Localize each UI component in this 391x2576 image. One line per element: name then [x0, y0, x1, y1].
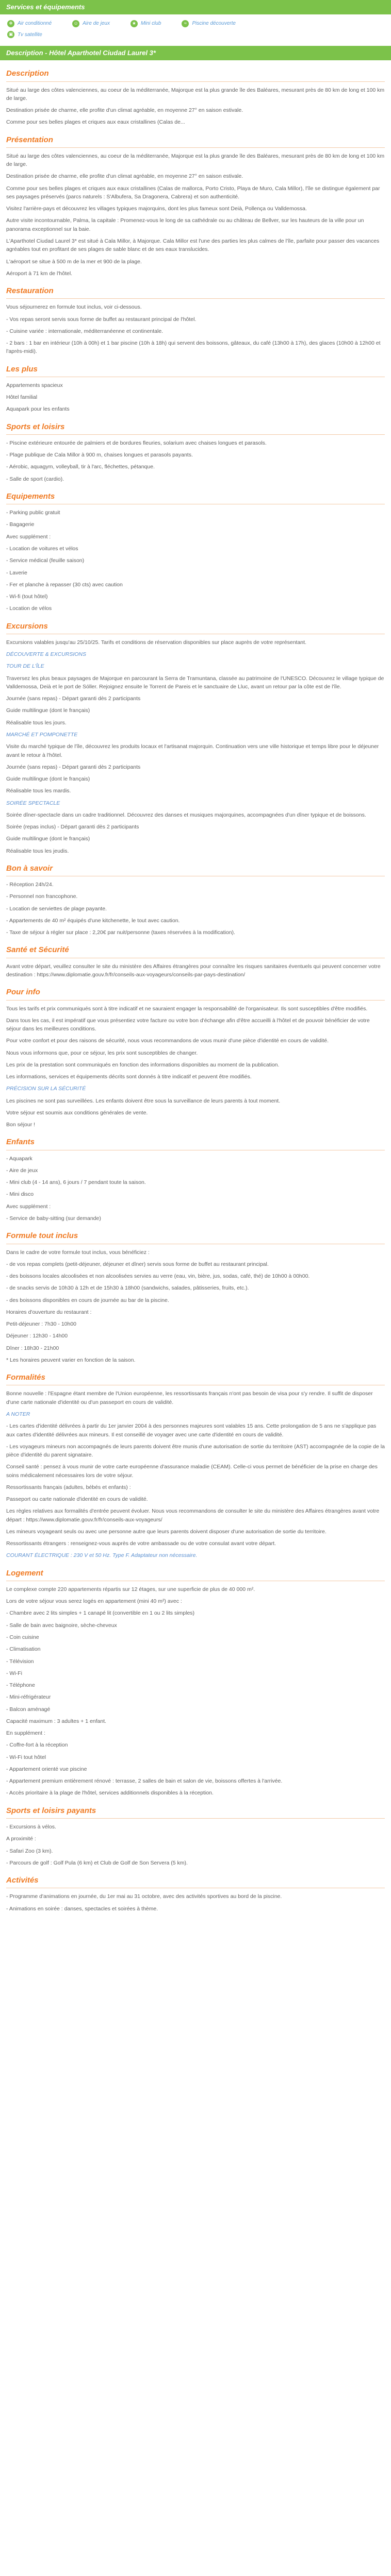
section-paragraph: - Balcon aménagé: [6, 1706, 51, 1713]
section-paragraph: Hôtel familial: [6, 394, 38, 401]
section-heading: Logement: [6, 1567, 385, 1581]
section-block: [6, 421, 385, 483]
section-paragraph: - Aire de jeux: [6, 1167, 38, 1174]
section-paragraph: Le complexe compte 220 appartements répartis sur 12 étages, sur une superficie de plus de 40 000 m².: [6, 1586, 255, 1592]
section-paragraph: - 2 bars : 1 bar en intérieur (10h à 00h) et 1 bar piscine (10h à 18h) qui servent des boissons, gâteaux, du café (13h00 à 17h), des glaces (10h00 à 12h00 et l'après-midi).: [6, 340, 381, 355]
section-paragraph: - Mini-réfrigérateur: [6, 1694, 51, 1701]
section-heading: Equipements: [6, 490, 385, 504]
section-paragraph: - des boissons disponibles en cours de journée au bar de la piscine.: [6, 1297, 169, 1303]
section-paragraph: Déjeuner : 12h30 - 14h00: [6, 1333, 68, 1340]
section-paragraph: - Animations en soirée : danses, spectacles et soirées à thème.: [6, 1905, 158, 1912]
section-paragraph: - Wi-Fi: [6, 1670, 22, 1676]
section-paragraph: Traversez les plus beaux paysages de Majorque en parcourant la Serra de Tramuntana, classée au patrimoine de l'UNESCO. Découvrez le village typique de Valldemossa, Deià et le port de Sóller. Rejoignez ensuite le Torrent de Pareis et le sanctuaire de Lluc, avant un retour par la côte est de l'île.: [6, 675, 384, 690]
section-paragraph: - Réception 24h/24.: [6, 882, 54, 888]
section-heading: Restauration: [6, 285, 385, 299]
section-heading: Santé et Sécurité: [6, 944, 385, 958]
section-paragraph: Les mineurs voyageant seuls ou avec une personne autre que leurs parents doivent disposer d'une autorisation de sortie du territoire.: [6, 1528, 327, 1535]
mini-club-icon: ★: [131, 20, 138, 27]
section-heading: Excursions: [6, 620, 385, 634]
section-paragraph: Tous les tarifs et prix communiqués sont à titre indicatif et ne sauraient engager la responsabilité de l'organisateur. Ils sont susceptibles d'être modifiés.: [6, 1005, 368, 1012]
section-heading: Pour info: [6, 986, 385, 1000]
section-paragraph: L'aéroport se situe à 500 m de la mer et 900 de la plage.: [6, 258, 142, 265]
amenities-grid: [0, 14, 391, 46]
section-paragraph: - Fer et planche à repasser (30 cts) avec caution: [6, 581, 123, 588]
section-block: [6, 862, 385, 937]
section-paragraph: - Parking public gratuit: [6, 510, 60, 516]
amenity-label: Air conditionné: [18, 21, 52, 27]
section-paragraph: - Coin cuisine: [6, 1634, 39, 1640]
section-paragraph: Lors de votre séjour vous serez logés en appartement (mini 40 m²) avec :: [6, 1598, 182, 1605]
section-heading: Formalités: [6, 1371, 385, 1385]
section-paragraph: Votre séjour est soumis aux conditions générales de vente.: [6, 1109, 148, 1116]
section-paragraph: PRÉCISION SUR LA SÉCURITÉ: [6, 1086, 86, 1092]
amenity-label: Mini club: [140, 21, 161, 27]
amenity-label: Piscine découverte: [192, 21, 236, 27]
section-paragraph: Aéroport à 71 km de l'hôtel.: [6, 270, 73, 277]
section-paragraph: Réalisable tous les jours.: [6, 719, 67, 726]
section-paragraph: A NOTER: [6, 1411, 30, 1417]
section-heading: Sports et loisirs: [6, 421, 385, 435]
section-heading: Enfants: [6, 1136, 385, 1150]
section-heading: Présentation: [6, 134, 385, 148]
section-paragraph: - Programme d'animations en journée, du 1er mai au 31 octobre, avec des activités sportives au bord de la piscine.: [6, 1893, 282, 1900]
section-heading: Les plus: [6, 363, 385, 377]
section-paragraph: - Service de baby-sitting (sur demande): [6, 1215, 101, 1222]
section-heading: Sports et loisirs payants: [6, 1805, 385, 1819]
amenity-item: [182, 20, 236, 28]
section-paragraph: - Télévision: [6, 1658, 34, 1665]
section-block: [6, 1874, 385, 1913]
section-block: [6, 1136, 385, 1223]
section-paragraph: - Les cartes d'identité délivrées à partir du 1er janvier 2004 à des personnes majeures sont valables 15 ans. Cette prolongation de 5 ans ne s'applique pas aux cartes d'identité délivrées aux mineurs. Il est conseillé de voyager avec une carte d'identité en cours de validité.: [6, 1423, 377, 1438]
amenity-item: [131, 20, 161, 28]
section-block: [6, 363, 385, 414]
section-paragraph: - Wi-fi (tout hôtel): [6, 594, 48, 600]
services-title-bar: Services et équipements: [0, 0, 391, 14]
section-paragraph: Aquapark pour les enfants: [6, 406, 70, 413]
section-paragraph: - Taxe de séjour à régler sur place : 2,20€ par nuit/personne (taxes réservées à la modification).: [6, 929, 235, 936]
section-block: [6, 1805, 385, 1867]
section-paragraph: - Aérobic, aquagym, volleyball, tir à l'arc, fléchettes, pétanque.: [6, 464, 155, 470]
section-paragraph: - Location de vélos: [6, 605, 52, 612]
section-paragraph: - Personnel non francophone.: [6, 893, 78, 900]
section-paragraph: Ressortissants français (adultes, bébés et enfants) :: [6, 1484, 131, 1490]
section-paragraph: - Climatisation: [6, 1646, 41, 1653]
section-heading: Activités: [6, 1874, 385, 1888]
amenity-item: [72, 20, 110, 28]
section-paragraph: Soirée (repas inclus) - Départ garanti dès 2 participants: [6, 824, 139, 831]
section-paragraph: Les règles relatives aux formalités d'entrée peuvent évoluer. Nous vous recommandons de consulter le site du ministère des Affaires étrangères avant votre départ : https://www.diplomatie.gouv.fr/fr/conseils-aux-voyageurs/: [6, 1508, 380, 1523]
section-paragraph: Visitez l'arrière-pays et découvrez les villages typiques majorquins, dont les plus fameux sont Deià, Pollença ou Valldemossa.: [6, 206, 307, 212]
section-paragraph: Comme pour ses belles plages et criques aux eaux cristallines (Calas de mallorca, Porto Cristo, Playa de Muro, Cala Millor), l'île se distingue également par ses paysages préservés (parcs naturels : S'Albufera, Sa Dragonera, Cabrera) et son authenticité.: [6, 185, 380, 200]
section-block: [6, 620, 385, 855]
section-paragraph: - Wi-Fi tout hôtel: [6, 1754, 46, 1760]
section-paragraph: Capacité maximum : 3 adultes + 1 enfant.: [6, 1718, 107, 1724]
section-paragraph: Journée (sans repas) - Départ garanti dès 2 participants: [6, 764, 141, 770]
section-paragraph: - de snacks servis de 10h30 à 12h et de 15h30 à 18h00 (sandwichs, salades, pâtisseries, fruits, etc.).: [6, 1285, 249, 1292]
section-paragraph: COURANT ÉLECTRIQUE : 230 V et 50 Hz. Type F. Adaptateur non nécessaire.: [6, 1552, 198, 1559]
section-paragraph: - Parcours de golf : Golf Pula (6 km) et Club de Golf de Son Servera (5 km).: [6, 1859, 188, 1866]
section-paragraph: - Bagagerie: [6, 521, 35, 528]
section-block: [6, 944, 385, 979]
section-paragraph: - Excursions à vélos.: [6, 1823, 56, 1830]
section-paragraph: Les informations, services et équipements décrits sont donnés à titre indicatif et peuvent être modifiés.: [6, 1074, 252, 1080]
section-block: [6, 67, 385, 126]
section-paragraph: - Mini disco: [6, 1191, 34, 1198]
section-paragraph: - Accès prioritaire à la plage de l'hôtel, services additionnels disponibles à la réception.: [6, 1790, 214, 1797]
section-paragraph: A proximité :: [6, 1836, 36, 1842]
section-paragraph: - Vos repas seront servis sous forme de buffet au restaurant principal de l'hôtel.: [6, 316, 197, 323]
section-paragraph: Journée (sans repas) - Départ garanti dès 2 participants: [6, 696, 141, 702]
section-paragraph: - Cuisine variée : internationale, méditerranéenne et continentale.: [6, 328, 164, 334]
section-paragraph: Guide multilingue (dont le français): [6, 776, 90, 783]
section-paragraph: Dans tous les cas, il est impératif que vous présentiez votre facture ou votre bon d'échange afin d'être accueilli à l'hôtel et de pouvoir bénéficier de votre séjour dans les meilleures conditions.: [6, 1017, 370, 1032]
section-heading: Formule tout inclus: [6, 1230, 385, 1244]
section-paragraph: - Salle de bain avec baignoire, sèche-cheveux: [6, 1622, 117, 1629]
section-paragraph: Horaires d'ouverture du restaurant :: [6, 1309, 92, 1315]
section-paragraph: Autre visite incontournable, Palma, la capitale : Promenez-vous le long de sa cathédrale ou au château de Bellver, sur les hauteurs de la ville pour un panorama exceptionnel sur la baie.: [6, 217, 364, 232]
section-heading: Bon à savoir: [6, 862, 385, 876]
section-paragraph: Avec supplément :: [6, 533, 51, 540]
air-conditioning-icon: ❄: [7, 20, 14, 27]
section-paragraph: - Chambre avec 2 lits simples + 1 canapé lit (convertible en 1 ou 2 lits simples): [6, 1610, 195, 1617]
section-paragraph: - Appartement orienté vue piscine: [6, 1766, 87, 1772]
section-paragraph: * Les horaires peuvent varier en fonction de la saison.: [6, 1357, 136, 1363]
section-paragraph: Destination prisée de charme, elle profite d'un climat agréable, en moyenne 27° en saison estivale.: [6, 173, 243, 180]
section-paragraph: - Appartements de 40 m² équipés d'une kitchenette, le tout avec caution.: [6, 917, 180, 924]
description-title-bar: Description - Hôtel Aparthotel Ciudad Laurel 3*: [0, 46, 391, 60]
section-paragraph: - Appartement premium entièrement rénové : terrasse, 2 salles de bain et salon de vie, boissons offertes à l'arrivée.: [6, 1778, 283, 1785]
section-paragraph: - Location de voitures et vélos: [6, 546, 78, 552]
section-paragraph: Avec supplément :: [6, 1203, 51, 1210]
section-paragraph: Les piscines ne sont pas surveillées. Les enfants doivent être sous la surveillance de leurs parents à tout moment.: [6, 1097, 281, 1104]
section-block: [6, 986, 385, 1129]
section-paragraph: - Location de serviettes de plage payante.: [6, 905, 107, 912]
playground-icon: ☺: [72, 20, 79, 27]
section-paragraph: - Laverie: [6, 569, 27, 576]
section-block: [6, 1230, 385, 1364]
section-paragraph: En supplément :: [6, 1730, 45, 1737]
section-paragraph: Bon séjour !: [6, 1122, 36, 1128]
section-paragraph: DÉCOUVERTE & EXCURSIONS: [6, 651, 87, 658]
section-block: [6, 134, 385, 278]
section-paragraph: Soirée dîner-spectacle dans un cadre traditionnel. Découvrez des danses et musiques majorquines, accompagnées d'un dîner typique et de boissons.: [6, 811, 366, 818]
section-block: [6, 1567, 385, 1798]
amenity-label: Aire de jeux: [83, 21, 110, 27]
section-paragraph: - des boissons locales alcoolisées et non alcoolisées servies au verre (eau, vin, bière, jus, sodas, café, thé) de 10h00 à 00h00.: [6, 1273, 310, 1280]
section-paragraph: - Mini club (4 - 14 ans), 6 jours / 7 pendant toute la saison.: [6, 1179, 146, 1186]
section-paragraph: TOUR DE L'ÎLE: [6, 663, 44, 670]
satellite-tv-icon: ▣: [7, 31, 14, 38]
section-paragraph: Destination prisée de charme, elle profite d'un climat agréable, en moyenne 27° en saison estivale.: [6, 107, 243, 114]
section-paragraph: - Aquapark: [6, 1155, 32, 1162]
section-paragraph: Ressortissants étrangers : renseignez-vous auprès de votre ambassade ou de votre consulat avant votre départ.: [6, 1540, 276, 1547]
section-heading: Description: [6, 67, 385, 81]
section-paragraph: - Coffre-fort à la réception: [6, 1742, 68, 1749]
section-paragraph: Dîner : 18h30 - 21h00: [6, 1345, 59, 1351]
pool-icon: ≈: [182, 20, 189, 27]
section-paragraph: Appartements spacieux: [6, 382, 63, 388]
section-paragraph: Comme pour ses belles plages et criques aux eaux cristallines (Calas de...: [6, 119, 185, 126]
amenity-item: [7, 31, 52, 39]
section-paragraph: Situé au large des côtes valenciennes, au coeur de la méditerranée, Majorque est la plus grande île des Baléares, mesurant près de 80 km de long et 100 km de large.: [6, 87, 385, 101]
section-paragraph: Petit-déjeuner : 7h30 - 10h00: [6, 1321, 77, 1328]
amenity-label: Tv satellite: [18, 31, 42, 38]
section-paragraph: - Service médical (feuille saison): [6, 557, 85, 564]
section-block: [6, 1371, 385, 1560]
section-paragraph: SOIRÉE SPECTACLE: [6, 800, 60, 806]
section-paragraph: Bonne nouvelle : l'Espagne étant membre de l'Union européenne, les ressortissants français n'ont pas besoin de visa pour s'y rendre. Il suffit de disposer d'une carte nationale d'identité ou d'un passeport en cours de validité.: [6, 1391, 373, 1405]
section-paragraph: Passeport ou carte nationale d'identité en cours de validité.: [6, 1496, 148, 1503]
section-paragraph: Pour votre confort et pour des raisons de sécurité, nous vous recommandons de vous munir d'une pièce d'identité en cours de validité.: [6, 1038, 329, 1044]
section-paragraph: Avant votre départ, veuillez consulter le site du ministère des Affaires étrangères pour connaître les risques sanitaires éventuels qui peuvent concerner votre destination : https://www.diplomatie.gouv.fr/fr/conseils-aux-voyageurs/conseils-par-pays-destination/: [6, 963, 381, 978]
amenity-item: [7, 20, 52, 28]
section-paragraph: - Les voyageurs mineurs non accompagnés de leurs parents doivent être munis d'une autorisation de sortie du territoire (AST) accompagnée de la copie de la pièce d'identité du parent signataire.: [6, 1443, 385, 1459]
section-paragraph: Réalisable tous les mardis.: [6, 788, 71, 794]
section-paragraph: - Salle de sport (cardio).: [6, 476, 64, 482]
section-paragraph: - de vos repas complets (petit-déjeuner, déjeuner et dîner) servis sous forme de buffet au restaurant principal.: [6, 1261, 269, 1267]
section-paragraph: - Safari Zoo (3 km).: [6, 1848, 53, 1854]
section-block: [6, 490, 385, 613]
section-paragraph: - Plage publique de Cala Millor à 900 m, chaises longues et parasols payants.: [6, 452, 193, 459]
section-paragraph: Les prix de la prestation sont communiqués en fonction des informations disponibles au moment de la publication.: [6, 1061, 280, 1068]
description-content: [0, 67, 391, 1928]
section-paragraph: Guide multilingue (dont le français): [6, 836, 90, 842]
section-paragraph: Excursions valables jusqu'au 25/10/25. Tarifs et conditions de réservation disponibles sur place auprès de votre représentant.: [6, 639, 306, 646]
section-paragraph: Conseil santé : pensez à vous munir de votre carte européenne d'assurance maladie (CEAM). Celle-ci vous permet de bénéficier de la prise en charge des soins médicalement nécessaires lors de votre séjour.: [6, 1464, 378, 1479]
section-paragraph: Visite du marché typique de l'île, découvrez les produits locaux et l'artisanat majorquin. Continuation vers une ville historique et temps libre pour le déjeuner avant le retour à l'hôtel.: [6, 743, 379, 758]
section-paragraph: Situé au large des côtes valenciennes, au coeur de la méditerranée, Majorque est la plus grande île des Baléares, mesurant près de 80 km de long et 100 km de large.: [6, 152, 385, 168]
section-block: [6, 285, 385, 356]
section-paragraph: - Piscine extérieure entourée de palmiers et de bordures fleuries, solarium avec chaises longues et parasols.: [6, 439, 267, 446]
section-paragraph: Vous séjournerez en formule tout inclus, voir ci-dessous.: [6, 304, 142, 311]
section-paragraph: - Téléphone: [6, 1682, 35, 1689]
section-paragraph: MARCHÉ ET POMPONETTE: [6, 731, 78, 738]
section-paragraph: L'Aparthotel Ciudad Laurel 3* est situé à Cala Millor, à Majorque. Cala Millor est l'une des parties les plus calmes de l'île, parfaite pour passer des vacances agréables tout en profitant de ses plages de sable blanc et de ses eaux translucides.: [6, 238, 380, 253]
section-paragraph: Réalisable tous les jeudis.: [6, 848, 69, 854]
section-paragraph: Guide multilingue (dont le français): [6, 707, 90, 714]
section-paragraph: Nous vous informons que, pour ce séjour, les prix sont susceptibles de changer.: [6, 1049, 198, 1056]
section-paragraph: Dans le cadre de votre formule tout inclus, vous bénéficiez :: [6, 1249, 150, 1256]
